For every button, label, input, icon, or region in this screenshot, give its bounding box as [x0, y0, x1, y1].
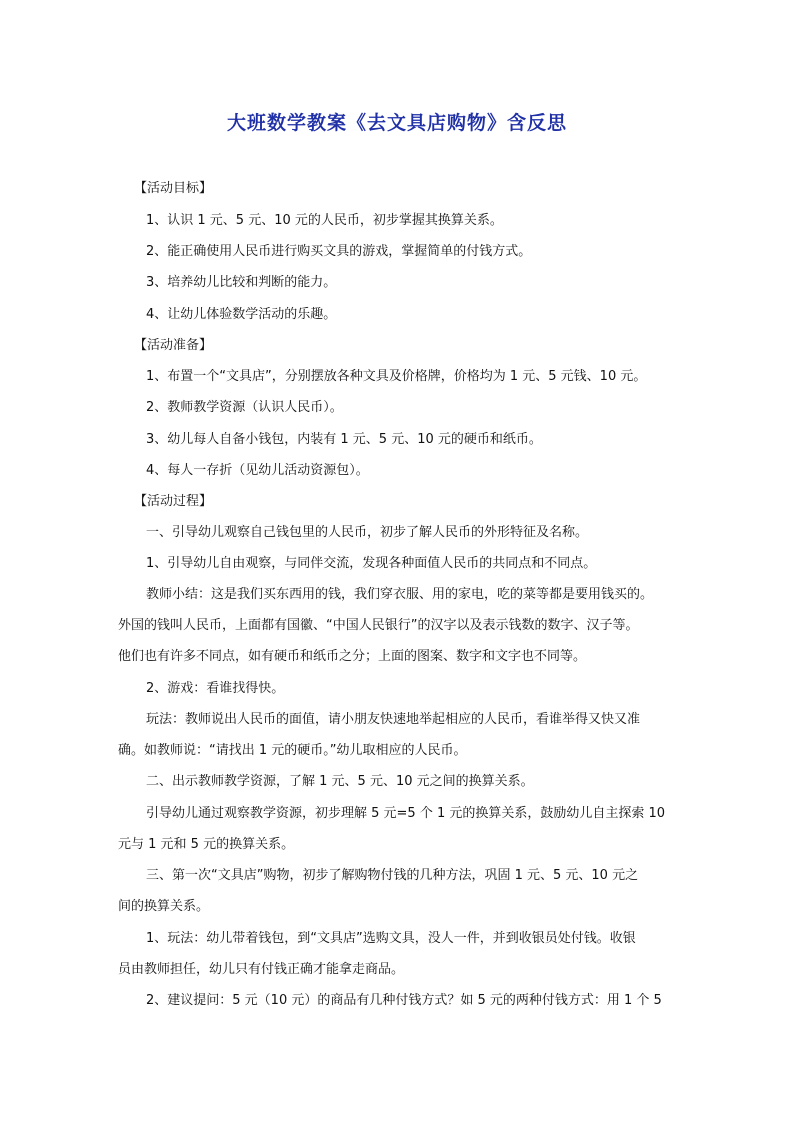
- paragraph-line: 1、引导幼儿自由观察，与同伴交流，发现各种面值人民币的共同点和不同点。: [146, 556, 597, 571]
- paragraph-line: 引导幼儿通过观察教学资源，初步理解 5 元=5 个 1 元的换算关系，鼓励幼儿自主探索 10: [146, 806, 666, 821]
- paragraph-line: 4、让幼儿体验数学活动的乐趣。: [146, 307, 337, 322]
- paragraph-line: 二、出示教师教学资源，了解 1 元、5 元、10 元之间的换算关系。: [146, 774, 534, 789]
- paragraph-line: 他们也有许多不同点，如有硬币和纸币之分；上面的图案、数字和文字也不同等。: [118, 649, 587, 664]
- paragraph-line: 3、幼儿每人自备小钱包，内装有 1 元、5 元、10 元的硬币和纸币。: [146, 432, 542, 447]
- paragraph-line: 三、第一次“文具店”购物，初步了解购物付钱的几种方法，巩固 1 元、5 元、10 元之: [146, 868, 639, 883]
- paragraph-line: 确。如教师说：“请找出 1 元的硬币。”幼儿取相应的人民币。: [118, 743, 467, 758]
- paragraph-line: 3、培养幼儿比较和判断的能力。: [146, 275, 337, 290]
- paragraph-line: 2、教师教学资源（认识人民币）。: [146, 400, 343, 415]
- paragraph-line: 间的换算关系。: [118, 899, 210, 914]
- paragraph-line: 教师小结：这是我们买东西用的钱，我们穿衣服、用的家电，吃的菜等都是要用钱买的。: [146, 587, 654, 602]
- paragraph-line: 1、布置一个“文具店”，分别摆放各种文具及价格牌，价格均为 1 元、5 元钱、10 元。: [146, 369, 647, 384]
- paragraph-line: 一、引导幼儿观察自己钱包里的人民币，初步了解人民币的外形特征及名称。: [146, 525, 589, 540]
- paragraph-line: 1、认识 1 元、5 元、10 元的人民币，初步掌握其换算关系。: [146, 213, 503, 228]
- paragraph-line: 2、游戏：看谁找得快。: [146, 681, 285, 696]
- paragraph-line: 玩法：教师说出人民币的面值，请小朋友快速地举起相应的人民币，看谁举得又快又准: [146, 712, 641, 727]
- paragraph-line: 4、每人一存折（见幼儿活动资源包）。: [146, 463, 369, 478]
- section-heading-goals: 【活动目标】: [134, 181, 213, 196]
- paragraph-line: 员由教师担任，幼儿只有付钱正确才能拿走商品。: [118, 962, 405, 977]
- paragraph-line: 2、能正确使用人民币进行购买文具的游戏，掌握简单的付钱方式。: [146, 244, 532, 259]
- paragraph-line: 2、建议提问：5 元（10 元）的商品有几种付钱方式？如 5 元的两种付钱方式：用 1 个 5: [146, 993, 662, 1008]
- paragraph-line: 外国的钱叫人民币，上面都有国徽、“中国人民银行”的汉字以及表示钱数的数字、汉子等。: [118, 618, 639, 633]
- section-heading-preparation: 【活动准备】: [134, 338, 213, 353]
- document-title: 大班数学教案《去文具店购物》含反思: [226, 112, 567, 134]
- paragraph-line: 元与 1 元和 5 元的换算关系。: [118, 837, 295, 852]
- section-heading-process: 【活动过程】: [134, 494, 213, 509]
- paragraph-line: 1、玩法：幼儿带着钱包，到“文具店”选购文具，没人一件，并到收银员处付钱。收银: [146, 931, 636, 946]
